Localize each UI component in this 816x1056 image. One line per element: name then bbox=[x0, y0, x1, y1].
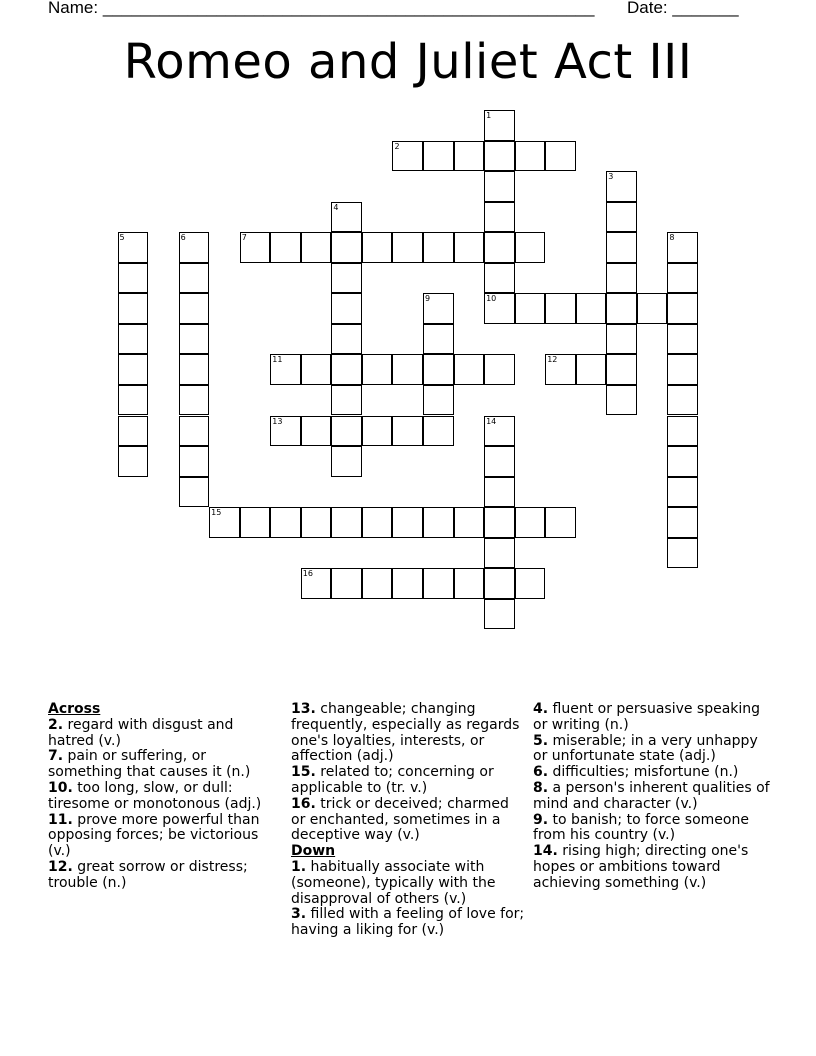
crossword-cell[interactable] bbox=[606, 171, 637, 202]
clue-text: a person's inherent qualities of mind and character (v.) bbox=[533, 779, 770, 812]
clue-text: pain or suffering, or something that causes it (n.) bbox=[48, 748, 251, 781]
crossword-cell[interactable] bbox=[118, 416, 149, 447]
crossword-cell[interactable] bbox=[606, 232, 637, 263]
clue-item bbox=[533, 734, 773, 766]
crossword-cell[interactable] bbox=[484, 354, 515, 385]
crossword-cell[interactable] bbox=[423, 293, 454, 324]
crossword-cell[interactable] bbox=[362, 232, 393, 263]
clue-text: rising high; directing one's hopes or ambitions toward achieving something (v.) bbox=[533, 843, 749, 891]
clue-text: fluent or persuasive speaking or writing (n.) bbox=[533, 701, 761, 733]
crossword-cell[interactable] bbox=[118, 293, 149, 324]
crossword-cell[interactable] bbox=[423, 416, 454, 447]
crossword-cell[interactable] bbox=[484, 507, 515, 538]
crossword-cell[interactable] bbox=[515, 507, 546, 538]
crossword-cell[interactable] bbox=[179, 477, 210, 508]
crossword-cell[interactable] bbox=[576, 293, 607, 324]
clue-item bbox=[48, 718, 273, 750]
crossword-cell[interactable] bbox=[667, 416, 698, 447]
clue-number: 14 bbox=[486, 416, 497, 426]
crossword-cell[interactable] bbox=[209, 507, 240, 538]
crossword-cell[interactable] bbox=[484, 110, 515, 141]
clue-item bbox=[533, 813, 773, 845]
clue-item bbox=[533, 702, 773, 734]
crossword-cell[interactable] bbox=[392, 354, 423, 385]
crossword-cell[interactable] bbox=[423, 354, 454, 385]
crossword-cell[interactable] bbox=[331, 263, 362, 294]
clue-text: related to; concerning or applicable to (tr. v.) bbox=[291, 764, 494, 796]
crossword-cell[interactable] bbox=[362, 507, 393, 538]
clue-column-3 bbox=[533, 702, 773, 892]
down-heading: Down bbox=[291, 843, 336, 860]
crossword-cell[interactable] bbox=[545, 354, 576, 385]
crossword-cell[interactable] bbox=[301, 232, 332, 263]
clue-number: 6 bbox=[180, 233, 186, 243]
crossword-cell[interactable] bbox=[331, 354, 362, 385]
crossword-cell[interactable] bbox=[423, 232, 454, 263]
clue-item bbox=[291, 765, 526, 797]
crossword-cell[interactable] bbox=[270, 507, 301, 538]
date-blank[interactable]: _______ bbox=[672, 0, 739, 17]
clue-number: 3 bbox=[608, 172, 614, 182]
crossword-cell[interactable] bbox=[667, 538, 698, 569]
clue-number-label: 8. bbox=[533, 779, 549, 796]
clue-number: 11 bbox=[272, 355, 283, 365]
clue-number-label: 7. bbox=[48, 748, 64, 765]
crossword-cell[interactable] bbox=[545, 141, 576, 172]
crossword-cell[interactable] bbox=[362, 416, 393, 447]
crossword-cell[interactable] bbox=[331, 202, 362, 233]
crossword-cell[interactable] bbox=[606, 324, 637, 355]
across-heading: Across bbox=[48, 701, 101, 717]
crossword-cell[interactable] bbox=[423, 568, 454, 599]
clue-text: difficulties; misfortune (n.) bbox=[548, 764, 739, 781]
crossword-cell[interactable] bbox=[392, 141, 423, 172]
crossword-cell[interactable] bbox=[667, 293, 698, 324]
crossword-cell[interactable] bbox=[423, 141, 454, 172]
clue-item bbox=[291, 797, 526, 844]
clue-number-label: 1. bbox=[291, 858, 307, 875]
crossword-cell[interactable] bbox=[484, 293, 515, 324]
clue-number-label: 15. bbox=[291, 764, 316, 781]
crossword-cell[interactable] bbox=[515, 232, 546, 263]
clue-number: 2 bbox=[394, 141, 400, 151]
clue-text: regard with disgust and hatred (v.) bbox=[48, 716, 234, 749]
clue-number: 13 bbox=[272, 416, 283, 426]
crossword-cell[interactable] bbox=[240, 507, 271, 538]
crossword-cell[interactable] bbox=[118, 263, 149, 294]
clue-number: 10 bbox=[486, 294, 497, 304]
clue-item bbox=[48, 749, 273, 781]
crossword-cell[interactable] bbox=[667, 354, 698, 385]
crossword-cell[interactable] bbox=[118, 446, 149, 477]
crossword-cell[interactable] bbox=[331, 324, 362, 355]
clue-text: filled with a feeling of love for; having a liking for (v.) bbox=[291, 906, 525, 939]
crossword-cell[interactable] bbox=[392, 568, 423, 599]
clue-number: 9 bbox=[425, 294, 431, 304]
crossword-cell[interactable] bbox=[179, 232, 210, 263]
crossword-cell[interactable] bbox=[484, 416, 515, 447]
clue-text: miserable; in a very unhappy or unfortunate state (adj.) bbox=[533, 732, 758, 765]
crossword-cell[interactable] bbox=[667, 385, 698, 416]
clue-column-1 bbox=[48, 702, 273, 892]
crossword-cell[interactable] bbox=[484, 446, 515, 477]
clue-text: habitually associate with (someone), typically with the disapproval of others (v.) bbox=[291, 858, 496, 907]
crossword-cell[interactable] bbox=[118, 354, 149, 385]
clue-number-label: 16. bbox=[291, 795, 316, 812]
clue-item bbox=[48, 813, 273, 860]
clue-number: 16 bbox=[302, 569, 313, 579]
clue-number-label: 12. bbox=[48, 858, 73, 875]
crossword-cell[interactable] bbox=[454, 507, 485, 538]
clue-item bbox=[533, 781, 773, 813]
crossword-cell[interactable] bbox=[484, 477, 515, 508]
crossword-cell[interactable] bbox=[606, 263, 637, 294]
date-label: Date: bbox=[627, 0, 668, 17]
clue-text: great sorrow or distress; trouble (n.) bbox=[48, 858, 248, 891]
clue-number-label: 2. bbox=[48, 716, 64, 733]
clue-text: changeable; changing frequently, especially as regards one's loyalties, interests, or affection (adj.) bbox=[291, 701, 520, 765]
clue-number-label: 5. bbox=[533, 732, 549, 749]
crossword-cell[interactable] bbox=[576, 354, 607, 385]
crossword-cell[interactable] bbox=[331, 293, 362, 324]
crossword-cell[interactable] bbox=[515, 293, 546, 324]
clue-item bbox=[48, 860, 273, 892]
clue-item bbox=[291, 907, 526, 939]
crossword-cell[interactable] bbox=[270, 416, 301, 447]
crossword-cell[interactable] bbox=[270, 232, 301, 263]
crossword-cell[interactable] bbox=[454, 354, 485, 385]
crossword-cell[interactable] bbox=[331, 385, 362, 416]
clue-text: to banish; to force someone from his country (v.) bbox=[533, 811, 749, 844]
name-label: Name: bbox=[48, 0, 99, 17]
clue-text: prove more powerful than opposing forces; be victorious (v.) bbox=[48, 811, 260, 860]
crossword-cell[interactable] bbox=[454, 568, 485, 599]
crossword-cell[interactable] bbox=[179, 293, 210, 324]
crossword-cell[interactable] bbox=[606, 354, 637, 385]
crossword-cell[interactable] bbox=[667, 446, 698, 477]
crossword-cell[interactable] bbox=[667, 477, 698, 508]
crossword-cell[interactable] bbox=[179, 385, 210, 416]
crossword-cell[interactable] bbox=[484, 141, 515, 172]
clue-number-label: 9. bbox=[533, 811, 549, 828]
crossword-cell[interactable] bbox=[301, 354, 332, 385]
clue-number: 1 bbox=[486, 111, 492, 120]
crossword-cell[interactable] bbox=[667, 263, 698, 294]
clue-item bbox=[48, 781, 273, 813]
crossword-cell[interactable] bbox=[667, 232, 698, 263]
clue-number: 15 bbox=[211, 508, 222, 518]
crossword-cell[interactable] bbox=[667, 507, 698, 538]
clue-number-label: 4. bbox=[533, 701, 549, 717]
crossword-cell[interactable] bbox=[484, 202, 515, 233]
across-clue-list bbox=[48, 718, 273, 892]
crossword-cell[interactable] bbox=[606, 385, 637, 416]
crossword-cell[interactable] bbox=[331, 232, 362, 263]
clue-number-label: 10. bbox=[48, 779, 73, 796]
clue-number: 4 bbox=[333, 202, 339, 212]
crossword-cell[interactable] bbox=[301, 568, 332, 599]
crossword-cell[interactable] bbox=[331, 416, 362, 447]
crossword-cell[interactable] bbox=[423, 385, 454, 416]
crossword-cell[interactable] bbox=[484, 599, 515, 630]
crossword-cell[interactable] bbox=[179, 416, 210, 447]
crossword-cell[interactable] bbox=[484, 568, 515, 599]
crossword-cell[interactable] bbox=[118, 232, 149, 263]
clue-number-label: 6. bbox=[533, 764, 549, 781]
crossword-cell[interactable] bbox=[118, 385, 149, 416]
name-blank[interactable]: ____________________________________________________ bbox=[102, 0, 595, 17]
across-clue-list-continued bbox=[291, 702, 526, 844]
crossword-cell[interactable] bbox=[667, 324, 698, 355]
crossword-cell[interactable] bbox=[362, 354, 393, 385]
clue-number-label: 13. bbox=[291, 701, 316, 717]
clue-number: 12 bbox=[547, 355, 558, 365]
crossword-cell[interactable] bbox=[392, 416, 423, 447]
crossword-cell[interactable] bbox=[484, 263, 515, 294]
crossword-cell[interactable] bbox=[392, 507, 423, 538]
crossword-cell[interactable] bbox=[484, 171, 515, 202]
clue-number-label: 11. bbox=[48, 811, 73, 828]
crossword-cell[interactable] bbox=[423, 324, 454, 355]
crossword-cell[interactable] bbox=[515, 568, 546, 599]
down-clue-list-continued bbox=[533, 702, 773, 892]
crossword-cell[interactable] bbox=[484, 538, 515, 569]
crossword-cell[interactable] bbox=[637, 293, 668, 324]
clue-number-label: 14. bbox=[533, 843, 558, 860]
crossword-cell[interactable] bbox=[362, 568, 393, 599]
crossword-cell[interactable] bbox=[179, 354, 210, 385]
crossword-cell[interactable] bbox=[545, 507, 576, 538]
crossword-cell[interactable] bbox=[270, 354, 301, 385]
clue-item bbox=[291, 702, 526, 765]
crossword-cell[interactable] bbox=[331, 446, 362, 477]
crossword-cell[interactable] bbox=[179, 324, 210, 355]
crossword-cell[interactable] bbox=[515, 141, 546, 172]
crossword-cell[interactable] bbox=[423, 507, 454, 538]
clue-number: 5 bbox=[119, 233, 125, 243]
crossword-cell[interactable] bbox=[301, 416, 332, 447]
crossword-cell[interactable] bbox=[545, 293, 576, 324]
crossword-cell[interactable] bbox=[454, 141, 485, 172]
clue-column-2 bbox=[291, 702, 526, 939]
crossword-cell[interactable] bbox=[484, 232, 515, 263]
clue-item bbox=[533, 765, 773, 781]
crossword-cell[interactable] bbox=[392, 232, 423, 263]
clue-text: trick or deceived; charmed or enchanted, sometimes in a deceptive way (v.) bbox=[291, 795, 509, 844]
clue-item bbox=[533, 844, 773, 891]
crossword-cell[interactable] bbox=[179, 446, 210, 477]
crossword-cell[interactable] bbox=[301, 507, 332, 538]
crossword-cell[interactable] bbox=[331, 507, 362, 538]
crossword-cell[interactable] bbox=[454, 232, 485, 263]
crossword-cell[interactable] bbox=[240, 232, 271, 263]
crossword-cell[interactable] bbox=[606, 202, 637, 233]
crossword-cell[interactable] bbox=[118, 324, 149, 355]
clue-number-label: 3. bbox=[291, 906, 307, 923]
crossword-cell[interactable] bbox=[331, 568, 362, 599]
clue-text: too long, slow, or dull: tiresome or monotonous (adj.) bbox=[48, 779, 262, 812]
page-title: Romeo and Juliet Act III bbox=[123, 34, 693, 90]
down-clue-list bbox=[291, 860, 526, 939]
crossword-cell[interactable] bbox=[606, 293, 637, 324]
crossword-cell[interactable] bbox=[179, 263, 210, 294]
clue-item bbox=[291, 860, 526, 907]
clue-number: 7 bbox=[241, 233, 247, 243]
clue-number: 8 bbox=[669, 233, 675, 243]
